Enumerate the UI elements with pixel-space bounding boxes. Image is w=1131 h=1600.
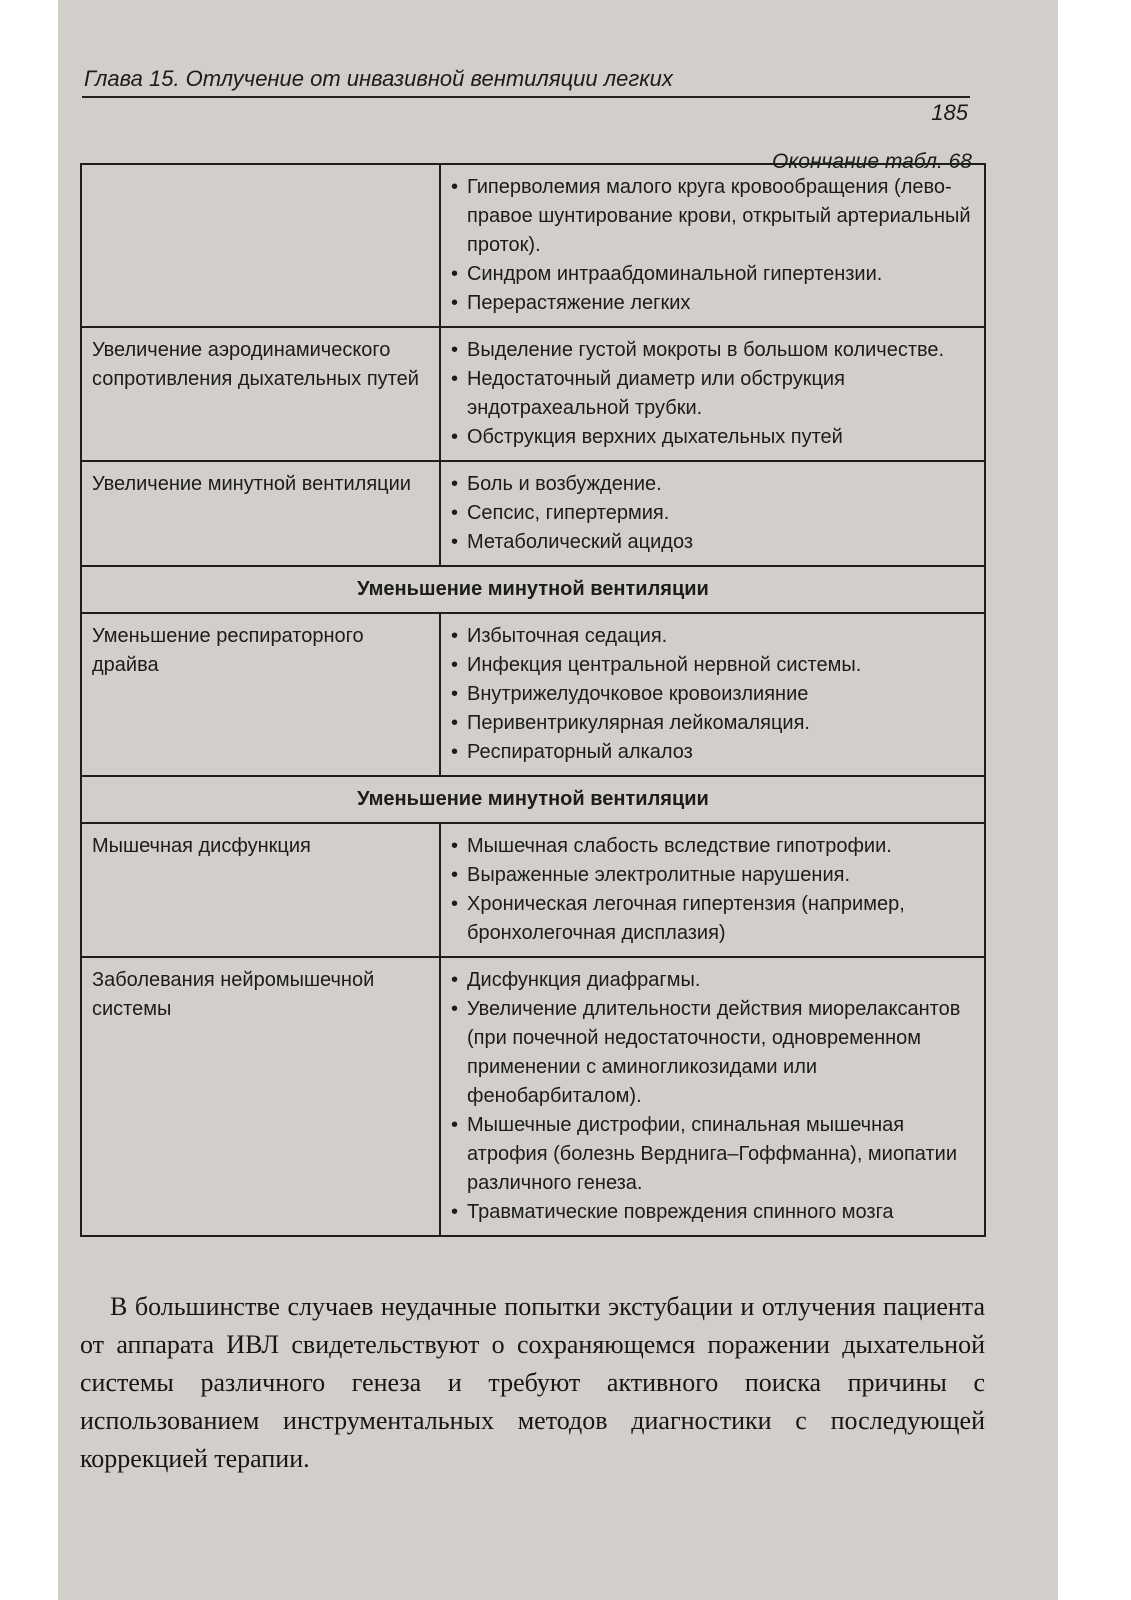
bullet-item: • Синдром интраабдоминальной гипертензии. [451, 260, 974, 289]
table-section-row [81, 566, 985, 613]
cause-cell: Уменьшение респираторного драйва [81, 613, 440, 776]
bullet-item: • Перивентрикулярная лейкомаляция. [451, 709, 974, 738]
running-header [82, 60, 970, 125]
cause-cell: Увеличение аэродинамического сопротивления дыхательных путей [81, 327, 440, 461]
bullet-item: • Выраженные электролитные нарушения. [451, 861, 974, 890]
table-row [81, 957, 985, 1236]
causes-table [80, 163, 986, 1237]
bullet-item: • Травматические повреждения спинного мозга [451, 1198, 974, 1227]
bullet-list [451, 173, 974, 318]
table-row [81, 461, 985, 566]
bullet-item: • Сепсис, гипертермия. [451, 499, 974, 528]
bullet-item: • Недостаточный диаметр или обструкция эндотрахеальной трубки. [451, 365, 974, 423]
bullet-list [451, 832, 974, 948]
details-cell [440, 327, 985, 461]
cause-cell [81, 164, 440, 327]
bullet-item: • Увеличение длительности действия миорелаксантов (при почечной недостаточности, одновременном применении с аминогликозидами или фенобарбиталом). [451, 995, 974, 1111]
bullet-item: • Респираторный алкалоз [451, 738, 974, 767]
table-section-row [81, 776, 985, 823]
details-cell [440, 613, 985, 776]
details-cell [440, 461, 985, 566]
table-row [81, 164, 985, 327]
bullet-item: • Внутрижелудочковое кровоизлияние [451, 680, 974, 709]
bullet-item: • Гиперволемия малого круга кровообращения (лево-правое шунтирование крови, открытый артериальный проток). [451, 173, 974, 260]
bullet-list [451, 966, 974, 1227]
bullet-list [451, 470, 974, 557]
table-caption: Окончание табл. 68 [772, 150, 972, 173]
chapter-title: Глава 15. Отлучение от инвазивной вентиляции легких [84, 66, 673, 91]
bullet-item: • Инфекция центральной нервной системы. [451, 651, 974, 680]
bullet-item: • Выделение густой мокроты в большом количестве. [451, 336, 974, 365]
bullet-item: • Перерастяжение легких [451, 289, 974, 318]
details-cell [440, 957, 985, 1236]
bullet-item: • Хроническая легочная гипертензия (например, бронхолегочная дисплазия) [451, 890, 974, 948]
table-row [81, 823, 985, 957]
cause-cell: Мышечная дисфункция [81, 823, 440, 957]
page-number: 185 [931, 100, 968, 125]
table-row [81, 613, 985, 776]
table-row [81, 327, 985, 461]
body-paragraph: В большинстве случаев неудачные попытки экстубации и отлучения пациента от аппарата ИВЛ свидетельствуют о сохраняющемся поражении дыхательной системы различного генеза и требуют активного поиска причины с использованием инструментальных методов диагностики с последующей коррекцией терапии. [80, 1292, 985, 1473]
bullet-item: • Избыточная седация. [451, 622, 974, 651]
details-cell [440, 164, 985, 327]
details-cell [440, 823, 985, 957]
section-heading: Уменьшение минутной вентиляции [81, 776, 985, 823]
bullet-item: • Обструкция верхних дыхательных путей [451, 423, 974, 452]
cause-cell: Увеличение минутной вентиляции [81, 461, 440, 566]
cause-cell: Заболевания нейромышечной системы [81, 957, 440, 1236]
bullet-item: • Мышечная слабость вследствие гипотрофии. [451, 832, 974, 861]
bullet-item: • Дисфункция диафрагмы. [451, 966, 974, 995]
bullet-item: • Мышечные дистрофии, спинальная мышечная атрофия (болезнь Верднига–Гоффманна), миопатии различного генеза. [451, 1111, 974, 1198]
section-heading: Уменьшение минутной вентиляции [81, 566, 985, 613]
bullet-item: • Метаболический ацидоз [451, 528, 974, 557]
bullet-list [451, 336, 974, 452]
bullet-list [451, 622, 974, 767]
bullet-item: • Боль и возбуждение. [451, 470, 974, 499]
